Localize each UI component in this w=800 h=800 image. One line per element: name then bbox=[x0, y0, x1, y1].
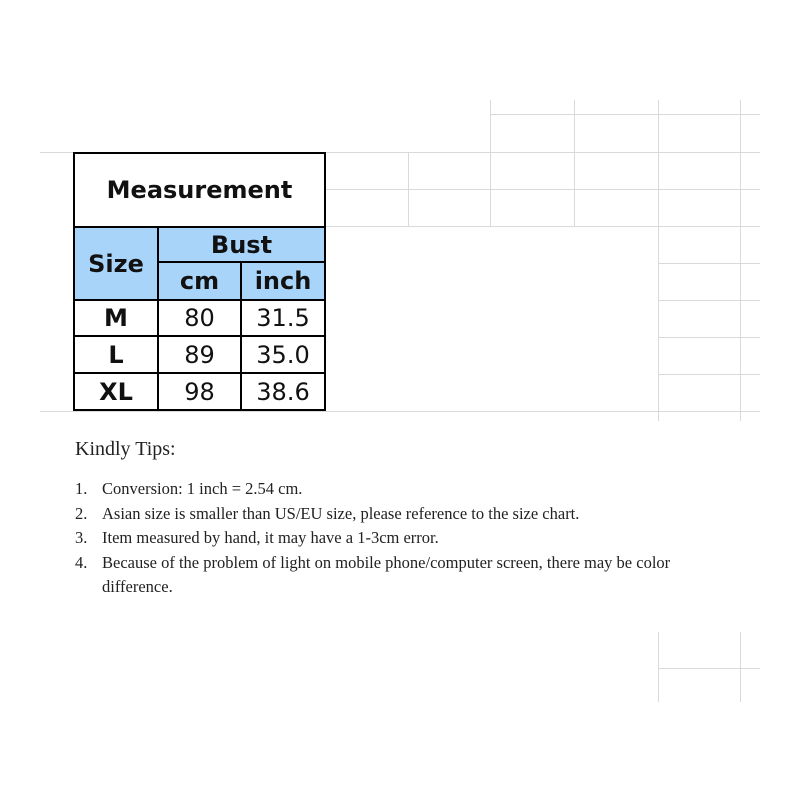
gridline bbox=[658, 263, 760, 264]
gridline bbox=[658, 337, 760, 338]
tip-item bbox=[75, 502, 725, 527]
inch-header: inch bbox=[242, 263, 324, 299]
size-cell-xl: XL bbox=[75, 374, 157, 409]
size-cell-l: L bbox=[75, 337, 157, 372]
inch-cell-m: 31.5 bbox=[242, 301, 324, 335]
inch-cell-xl: 38.6 bbox=[242, 374, 324, 409]
gridline bbox=[490, 114, 760, 115]
cm-cell-xl: 98 bbox=[159, 374, 240, 409]
tip-text: Because of the problem of light on mobile phone/computer screen, there may be color difference. bbox=[102, 552, 671, 596]
size-header: Size bbox=[75, 228, 157, 299]
gridline bbox=[326, 226, 760, 227]
tip-text: Asian size is smaller than US/EU size, please reference to the size chart. bbox=[102, 503, 580, 523]
cm-cell-m: 80 bbox=[159, 301, 240, 335]
table-title: Measurement bbox=[75, 154, 324, 226]
gridline bbox=[658, 668, 760, 669]
inch-cell-l: 35.0 bbox=[242, 337, 324, 372]
gridline bbox=[740, 100, 741, 421]
measurement-table bbox=[73, 152, 326, 411]
gridline bbox=[658, 632, 659, 702]
gridline bbox=[490, 100, 491, 226]
tip-item bbox=[75, 551, 725, 600]
tip-item bbox=[75, 526, 725, 551]
cm-cell-l: 89 bbox=[159, 337, 240, 372]
tip-text: Conversion: 1 inch = 2.54 cm. bbox=[102, 479, 303, 498]
gridline bbox=[658, 100, 659, 421]
tips-title: Kindly Tips: bbox=[75, 438, 176, 460]
tip-text: Item measured by hand, it may have a 1-3cm error. bbox=[102, 528, 439, 547]
gridline bbox=[740, 632, 741, 702]
bust-header: Bust bbox=[159, 228, 324, 261]
tips-list bbox=[75, 477, 725, 600]
tip-number: 3. bbox=[75, 528, 88, 547]
tip-number: 4. bbox=[75, 552, 88, 572]
tip-number: 2. bbox=[75, 503, 88, 523]
gridline bbox=[574, 100, 575, 226]
gridline bbox=[658, 374, 760, 375]
gridline bbox=[408, 152, 409, 226]
size-cell-m: M bbox=[75, 301, 157, 335]
gridline bbox=[40, 411, 760, 412]
tip-number: 1. bbox=[75, 479, 88, 498]
cm-header: cm bbox=[159, 263, 240, 299]
gridline bbox=[658, 300, 760, 301]
gridline bbox=[326, 189, 760, 190]
tip-item bbox=[75, 477, 725, 502]
